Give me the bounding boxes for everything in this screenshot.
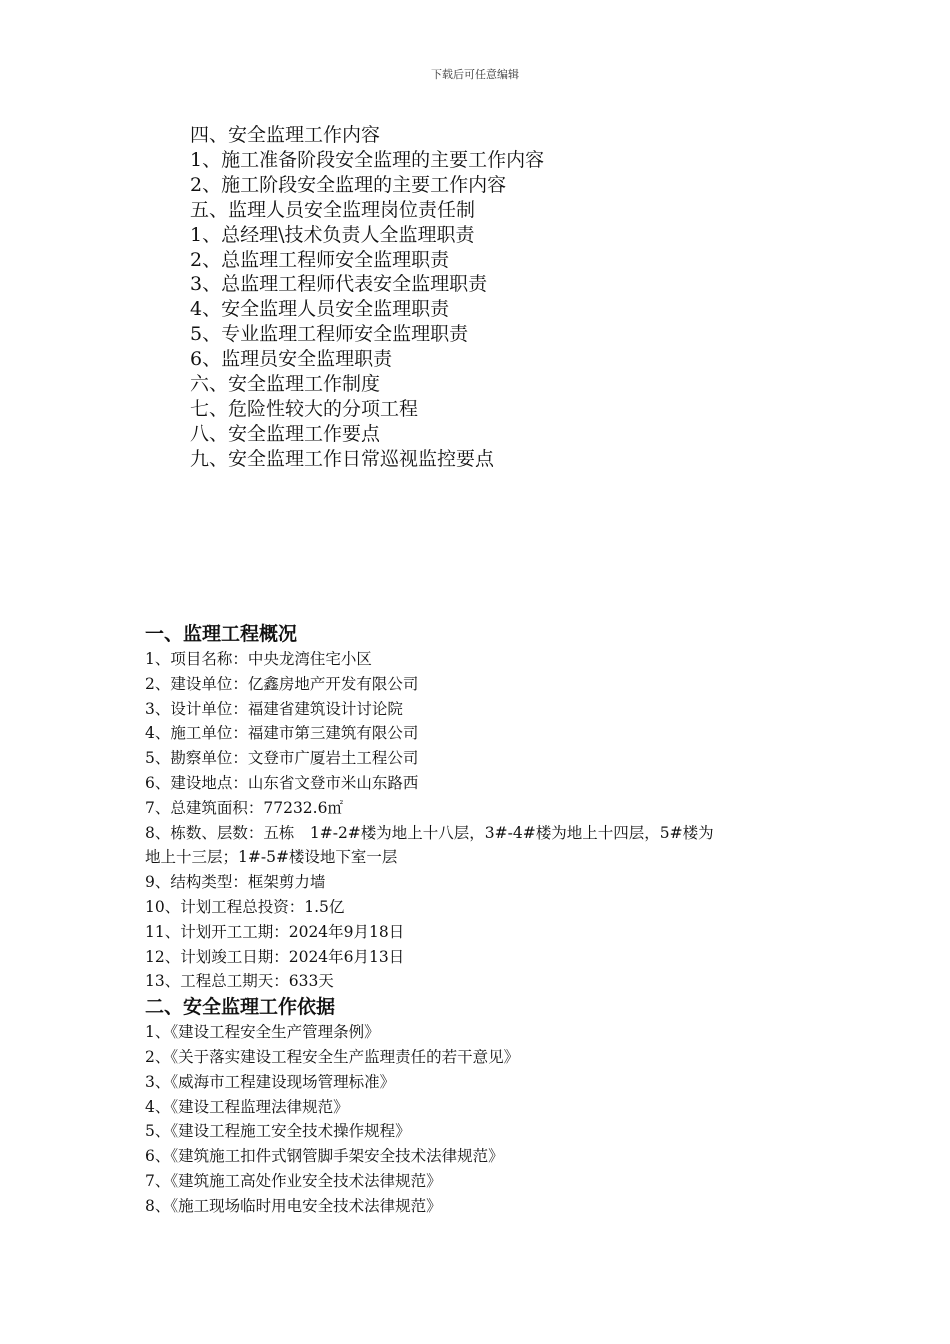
- toc-item: 2、施工阶段安全监理的主要工作内容: [190, 173, 507, 196]
- list-item: 5、《建设工程施工安全技术操作规程》: [145, 1122, 411, 1141]
- toc-item: 五、监理人员安全监理岗位责任制: [190, 198, 476, 221]
- toc-item: 七、危险性较大的分项工程: [190, 397, 419, 420]
- list-item: 7、《建筑施工高处作业安全技术法律规范》: [145, 1171, 442, 1190]
- list-item: 2、建设单位：亿鑫房地产开发有限公司: [145, 674, 419, 693]
- list-item: 10、计划工程总投资：1.5亿: [145, 897, 345, 916]
- list-item: 4、施工单位：福建市第三建筑有限公司: [145, 724, 419, 743]
- list-item: 11、计划开工工期：2024年9月18日: [145, 922, 405, 941]
- toc-item: 1、施工准备阶段安全监理的主要工作内容: [190, 148, 545, 171]
- toc-item: 1、总经理\技术负责人全监理职责: [190, 223, 475, 246]
- list-item: 6、建设地点：山东省文登市米山东路西: [145, 773, 419, 792]
- list-item: 9、结构类型：框架剪力墙: [145, 873, 326, 892]
- list-item: 8、《施工现场临时用电安全技术法律规范》: [145, 1196, 442, 1215]
- toc-item: 九、安全监理工作日常巡视监控要点: [190, 447, 495, 470]
- list-item: 4、《建设工程监理法律规范》: [145, 1097, 349, 1116]
- list-item: 1、项目名称：中央龙湾住宅小区: [145, 650, 372, 668]
- list-item-continuation: 地上十三层；1#-5#楼设地下室一层: [145, 848, 398, 867]
- list-item: 6、《建筑施工扣件式钢管脚手架安全技术法律规范》: [145, 1147, 504, 1166]
- list-item: 13、工程总工期天：633天: [145, 972, 334, 991]
- list-item: 3、设计单位：福建省建筑设计讨论院: [145, 699, 403, 718]
- page-header: 下载后可任意编辑: [431, 68, 519, 81]
- toc-item: 6、监理员安全监理职责: [190, 348, 393, 371]
- toc-item: 3、总监理工程师代表安全监理职责: [190, 273, 488, 296]
- toc-item: 六、安全监理工作制度: [190, 373, 381, 396]
- list-item: 5、勘察单位：文登市广厦岩土工程公司: [145, 749, 419, 768]
- toc-item: 5、专业监理工程师安全监理职责: [190, 323, 469, 346]
- section-project-overview: [145, 621, 825, 1219]
- list-item: 12、计划竣工日期：2024年6月13日: [145, 947, 405, 966]
- list-item: 1、《建设工程安全生产管理条例》: [145, 1023, 380, 1042]
- toc-item: 2、总监理工程师安全监理职责: [190, 248, 450, 271]
- toc-item: 八、安全监理工作要点: [190, 422, 381, 445]
- list-item: 3、《威海市工程建设现场管理标准》: [145, 1072, 396, 1091]
- list-item: 7、总建筑面积：77232.6㎡: [145, 798, 343, 817]
- list-item: 8、栋数、层数：五栋 1#-2#楼为地上十八层，3#-4#楼为地上十四层，5#楼为: [145, 823, 714, 842]
- list-item: 2、《关于落实建设工程安全生产监理责任的若干意见》: [145, 1047, 520, 1066]
- toc-item: 4、安全监理人员安全监理职责: [190, 298, 450, 321]
- table-of-contents: [190, 123, 544, 472]
- toc-item: 四、安全监理工作内容: [190, 124, 381, 146]
- section-heading: 一、监理工程概况: [145, 623, 298, 645]
- section-heading: 二、安全监理工作依据: [145, 996, 336, 1019]
